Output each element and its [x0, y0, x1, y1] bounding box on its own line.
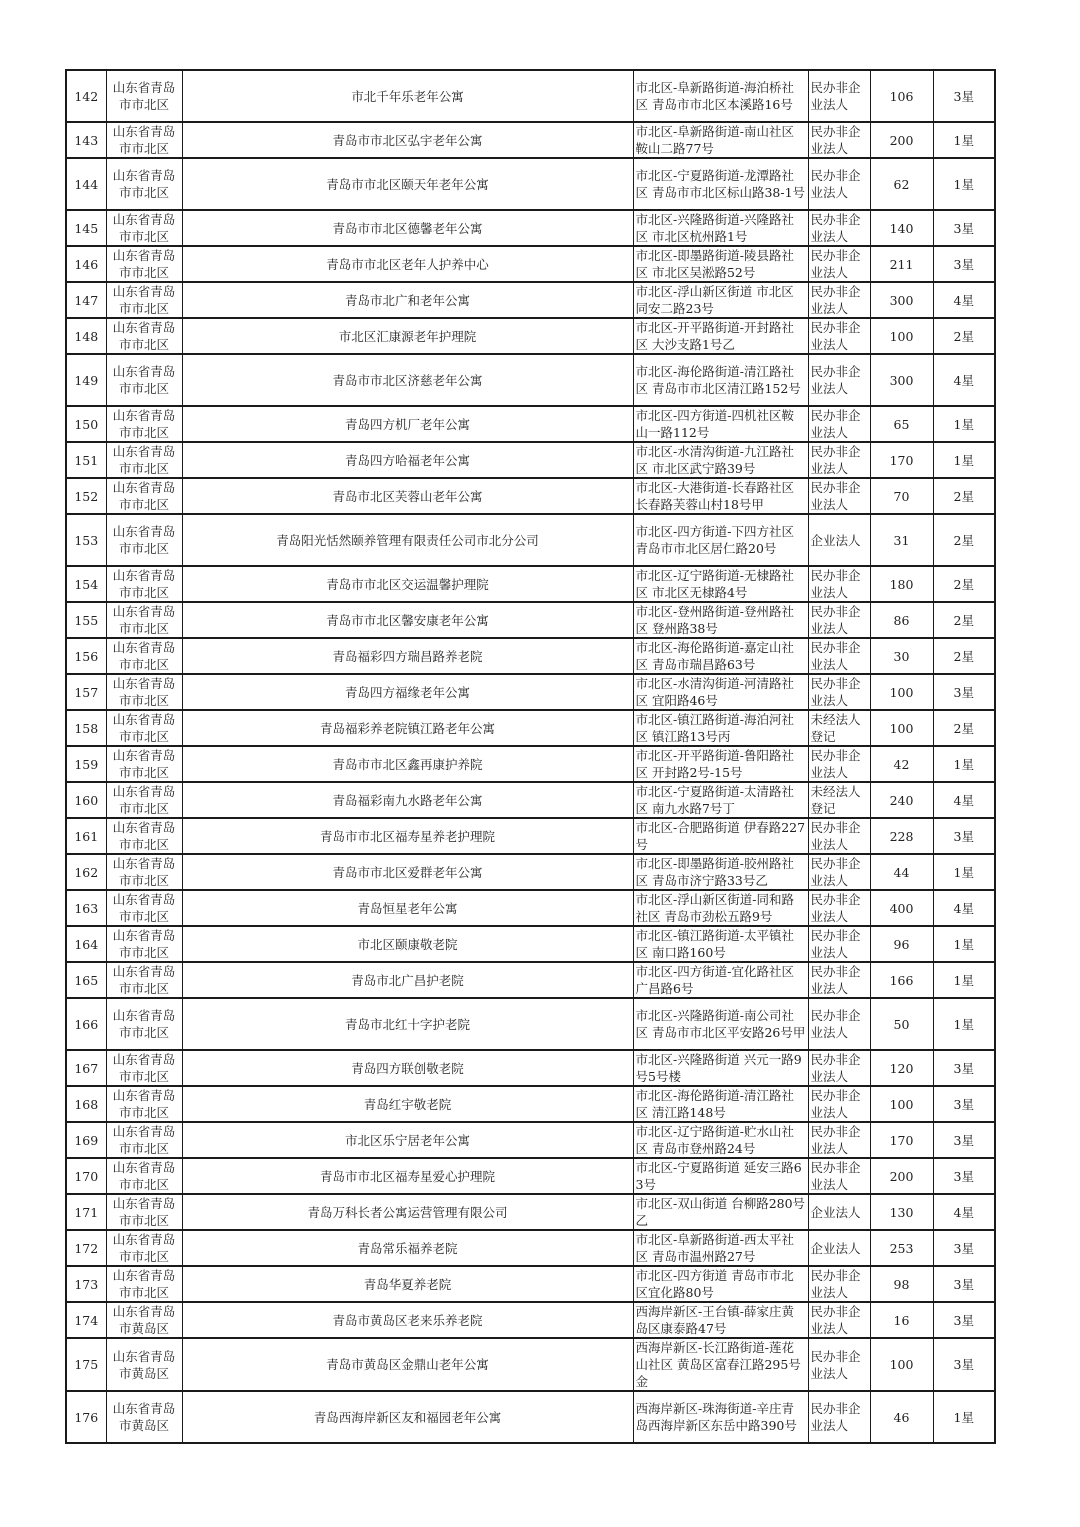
row-number: 142	[66, 70, 106, 122]
star-rating-cell: 1星	[933, 926, 995, 962]
address-cell: 市北区-水清沟街道-九江路社区 市北区武宁路39号	[633, 442, 808, 478]
row-number: 160	[66, 782, 106, 818]
table-row	[66, 1302, 995, 1338]
table-row	[66, 962, 995, 998]
star-rating-cell: 3星	[933, 818, 995, 854]
legal-type-cell: 民办非企业法人	[808, 566, 870, 602]
table-row	[66, 782, 995, 818]
region-cell: 山东省青岛市市北区	[106, 246, 182, 282]
address-cell: 市北区-阜新路街道-南山社区 鞍山二路77号	[633, 122, 808, 158]
star-rating-cell: 2星	[933, 602, 995, 638]
institution-name-cell: 青岛福彩四方瑞昌路养老院	[182, 638, 633, 674]
institution-name-cell: 青岛红宇敬老院	[182, 1086, 633, 1122]
bed-count-cell: 30	[870, 638, 933, 674]
row-number: 176	[66, 1391, 106, 1443]
region-cell: 山东省青岛市市北区	[106, 710, 182, 746]
region-cell: 山东省青岛市市北区	[106, 998, 182, 1050]
institution-name-cell: 青岛市市北区馨安康老年公寓	[182, 602, 633, 638]
table-row	[66, 1338, 995, 1391]
table-row	[66, 674, 995, 710]
table-row	[66, 158, 995, 210]
table-row	[66, 70, 995, 122]
row-number: 173	[66, 1266, 106, 1302]
star-rating-cell: 3星	[933, 1086, 995, 1122]
star-rating-cell: 2星	[933, 566, 995, 602]
address-cell: 市北区-阜新路街道-西太平社区 青岛市温州路27号	[633, 1230, 808, 1266]
legal-type-cell: 民办非企业法人	[808, 1122, 870, 1158]
row-number: 175	[66, 1338, 106, 1391]
star-rating-cell: 2星	[933, 638, 995, 674]
legal-type-cell: 民办非企业法人	[808, 854, 870, 890]
star-rating-cell: 2星	[933, 318, 995, 354]
legal-type-cell: 未经法人登记	[808, 782, 870, 818]
table-row	[66, 354, 995, 406]
institution-name-cell: 市北区汇康源老年护理院	[182, 318, 633, 354]
bed-count-cell: 100	[870, 1086, 933, 1122]
star-rating-cell: 3星	[933, 674, 995, 710]
star-rating-cell: 1星	[933, 1391, 995, 1443]
star-rating-cell: 1星	[933, 442, 995, 478]
address-cell: 市北区-宁夏路街道 延安三路63号	[633, 1158, 808, 1194]
legal-type-cell: 民办非企业法人	[808, 998, 870, 1050]
row-number: 143	[66, 122, 106, 158]
address-cell: 市北区-双山街道 台柳路280号乙	[633, 1194, 808, 1230]
row-number: 172	[66, 1230, 106, 1266]
bed-count-cell: 200	[870, 122, 933, 158]
region-cell: 山东省青岛市市北区	[106, 1086, 182, 1122]
bed-count-cell: 253	[870, 1230, 933, 1266]
institution-name-cell: 青岛市市北区颐天年老年公寓	[182, 158, 633, 210]
address-cell: 市北区-四方街道 青岛市市北区宜化路80号	[633, 1266, 808, 1302]
table-row	[66, 478, 995, 514]
institution-name-cell: 青岛市北红十字护老院	[182, 998, 633, 1050]
region-cell: 山东省青岛市市北区	[106, 926, 182, 962]
legal-type-cell: 民办非企业法人	[808, 1050, 870, 1086]
region-cell: 山东省青岛市市北区	[106, 354, 182, 406]
table-row	[66, 514, 995, 566]
legal-type-cell: 民办非企业法人	[808, 158, 870, 210]
bed-count-cell: 228	[870, 818, 933, 854]
region-cell: 山东省青岛市市北区	[106, 1230, 182, 1266]
address-cell: 市北区-四方街道-宜化路社区 广昌路6号	[633, 962, 808, 998]
bed-count-cell: 62	[870, 158, 933, 210]
address-cell: 市北区-开平路街道-开封路社区 大沙支路1号乙	[633, 318, 808, 354]
address-cell: 市北区-兴隆路街道-南公司社区 青岛市市北区平安路26号甲	[633, 998, 808, 1050]
region-cell: 山东省青岛市市北区	[106, 1266, 182, 1302]
table-row	[66, 998, 995, 1050]
institution-name-cell: 青岛恒星老年公寓	[182, 890, 633, 926]
bed-count-cell: 100	[870, 1338, 933, 1391]
region-cell: 山东省青岛市市北区	[106, 406, 182, 442]
row-number: 174	[66, 1302, 106, 1338]
row-number: 144	[66, 158, 106, 210]
institution-name-cell: 青岛市黄岛区金鼎山老年公寓	[182, 1338, 633, 1391]
region-cell: 山东省青岛市市北区	[106, 1194, 182, 1230]
address-cell: 西海岸新区-王台镇-薛家庄黄岛区康泰路47号	[633, 1302, 808, 1338]
bed-count-cell: 70	[870, 478, 933, 514]
bed-count-cell: 170	[870, 442, 933, 478]
bed-count-cell: 300	[870, 282, 933, 318]
address-cell: 市北区-即墨路街道-胶州路社区 青岛市济宁路33号乙	[633, 854, 808, 890]
address-cell: 市北区-水清沟街道-河清路社区 宜阳路46号	[633, 674, 808, 710]
bed-count-cell: 106	[870, 70, 933, 122]
table-row	[66, 1158, 995, 1194]
table-row	[66, 1391, 995, 1443]
region-cell: 山东省青岛市市北区	[106, 1050, 182, 1086]
region-cell: 山东省青岛市市北区	[106, 122, 182, 158]
legal-type-cell: 民办非企业法人	[808, 70, 870, 122]
table-row	[66, 318, 995, 354]
row-number: 148	[66, 318, 106, 354]
bed-count-cell: 65	[870, 406, 933, 442]
institution-name-cell: 青岛市市北区德馨老年公寓	[182, 210, 633, 246]
legal-type-cell: 民办非企业法人	[808, 1266, 870, 1302]
row-number: 150	[66, 406, 106, 442]
region-cell: 山东省青岛市市北区	[106, 478, 182, 514]
table-row	[66, 246, 995, 282]
address-cell: 市北区-海伦路街道-清江路社区 青岛市市北区清江路152号	[633, 354, 808, 406]
bed-count-cell: 300	[870, 354, 933, 406]
bed-count-cell: 400	[870, 890, 933, 926]
row-number: 151	[66, 442, 106, 478]
row-number: 145	[66, 210, 106, 246]
address-cell: 市北区-大港街道-长春路社区 长春路芙蓉山村18号甲	[633, 478, 808, 514]
region-cell: 山东省青岛市市北区	[106, 442, 182, 478]
bed-count-cell: 140	[870, 210, 933, 246]
institution-name-cell: 青岛市市北区鑫再康护养院	[182, 746, 633, 782]
address-cell: 市北区-辽宁路街道-贮水山社区 青岛市登州路24号	[633, 1122, 808, 1158]
legal-type-cell: 民办非企业法人	[808, 406, 870, 442]
row-number: 168	[66, 1086, 106, 1122]
institution-name-cell: 青岛市北区芙蓉山老年公寓	[182, 478, 633, 514]
star-rating-cell: 2星	[933, 514, 995, 566]
institution-name-cell: 青岛福彩养老院镇江路老年公寓	[182, 710, 633, 746]
table-row	[66, 818, 995, 854]
address-cell: 市北区-兴隆路街道-兴隆路社区 市北区杭州路1号	[633, 210, 808, 246]
bed-count-cell: 31	[870, 514, 933, 566]
institution-name-cell: 青岛万科长者公寓运营管理有限公司	[182, 1194, 633, 1230]
row-number: 171	[66, 1194, 106, 1230]
region-cell: 山东省青岛市市北区	[106, 318, 182, 354]
row-number: 152	[66, 478, 106, 514]
star-rating-cell: 1星	[933, 998, 995, 1050]
row-number: 154	[66, 566, 106, 602]
star-rating-cell: 3星	[933, 1230, 995, 1266]
institution-name-cell: 青岛四方机厂老年公寓	[182, 406, 633, 442]
legal-type-cell: 民办非企业法人	[808, 478, 870, 514]
table-row	[66, 1050, 995, 1086]
row-number: 158	[66, 710, 106, 746]
address-cell: 市北区-浮山新区街道-同和路社区 青岛市劲松五路9号	[633, 890, 808, 926]
star-rating-cell: 3星	[933, 1338, 995, 1391]
institution-name-cell: 青岛常乐福养老院	[182, 1230, 633, 1266]
star-rating-cell: 3星	[933, 246, 995, 282]
bed-count-cell: 100	[870, 318, 933, 354]
table-row	[66, 890, 995, 926]
region-cell: 山东省青岛市市北区	[106, 70, 182, 122]
legal-type-cell: 企业法人	[808, 1194, 870, 1230]
row-number: 162	[66, 854, 106, 890]
row-number: 153	[66, 514, 106, 566]
bed-count-cell: 200	[870, 1158, 933, 1194]
row-number: 164	[66, 926, 106, 962]
address-cell: 西海岸新区-长江路街道-莲花山社区 黄岛区富春江路295号金	[633, 1338, 808, 1391]
address-cell: 市北区-宁夏路街道-龙潭路社区 青岛市市北区标山路38-1号	[633, 158, 808, 210]
star-rating-cell: 1星	[933, 746, 995, 782]
region-cell: 山东省青岛市市北区	[106, 962, 182, 998]
address-cell: 西海岸新区-珠海街道-辛庄青岛西海岸新区东岳中路390号	[633, 1391, 808, 1443]
legal-type-cell: 民办非企业法人	[808, 962, 870, 998]
legal-type-cell: 民办非企业法人	[808, 746, 870, 782]
bed-count-cell: 130	[870, 1194, 933, 1230]
row-number: 157	[66, 674, 106, 710]
star-rating-cell: 4星	[933, 782, 995, 818]
institution-name-cell: 青岛市市北区爱群老年公寓	[182, 854, 633, 890]
row-number: 167	[66, 1050, 106, 1086]
region-cell: 山东省青岛市市北区	[106, 638, 182, 674]
institution-name-cell: 市北区乐宁居老年公寓	[182, 1122, 633, 1158]
star-rating-cell: 4星	[933, 1194, 995, 1230]
address-cell: 市北区-镇江路街道-太平镇社区 南口路160号	[633, 926, 808, 962]
institution-name-cell: 市北区颐康敬老院	[182, 926, 633, 962]
table-row	[66, 710, 995, 746]
institution-name-cell: 青岛华夏养老院	[182, 1266, 633, 1302]
institution-name-cell: 青岛西海岸新区友和福园老年公寓	[182, 1391, 633, 1443]
star-rating-cell: 3星	[933, 1302, 995, 1338]
table-row	[66, 1194, 995, 1230]
region-cell: 山东省青岛市市北区	[106, 746, 182, 782]
address-cell: 市北区-浮山新区街道 市北区同安二路23号	[633, 282, 808, 318]
bed-count-cell: 180	[870, 566, 933, 602]
table-row	[66, 1266, 995, 1302]
table-row	[66, 854, 995, 890]
region-cell: 山东省青岛市黄岛区	[106, 1302, 182, 1338]
address-cell: 市北区-海伦路街道-清江路社区 清江路148号	[633, 1086, 808, 1122]
legal-type-cell: 民办非企业法人	[808, 1338, 870, 1391]
star-rating-cell: 1星	[933, 406, 995, 442]
institution-name-cell: 青岛市黄岛区老来乐养老院	[182, 1302, 633, 1338]
star-rating-cell: 1星	[933, 158, 995, 210]
institution-name-cell: 青岛市北广和老年公寓	[182, 282, 633, 318]
bed-count-cell: 16	[870, 1302, 933, 1338]
region-cell: 山东省青岛市市北区	[106, 566, 182, 602]
institution-name-cell: 青岛市市北区弘宇老年公寓	[182, 122, 633, 158]
bed-count-cell: 42	[870, 746, 933, 782]
table-row	[66, 122, 995, 158]
institution-name-cell: 青岛市市北区济慈老年公寓	[182, 354, 633, 406]
region-cell: 山东省青岛市市北区	[106, 890, 182, 926]
bed-count-cell: 166	[870, 962, 933, 998]
table-row	[66, 602, 995, 638]
bed-count-cell: 86	[870, 602, 933, 638]
table-row	[66, 1230, 995, 1266]
legal-type-cell: 民办非企业法人	[808, 1391, 870, 1443]
legal-type-cell: 民办非企业法人	[808, 1302, 870, 1338]
region-cell: 山东省青岛市市北区	[106, 1158, 182, 1194]
address-cell: 市北区-四方街道-下四方社区 青岛市市北区居仁路20号	[633, 514, 808, 566]
address-cell: 市北区-开平路街道-鲁阳路社区 开封路2号-15号	[633, 746, 808, 782]
legal-type-cell: 企业法人	[808, 1230, 870, 1266]
region-cell: 山东省青岛市市北区	[106, 1122, 182, 1158]
legal-type-cell: 民办非企业法人	[808, 674, 870, 710]
region-cell: 山东省青岛市市北区	[106, 674, 182, 710]
region-cell: 山东省青岛市市北区	[106, 602, 182, 638]
row-number: 156	[66, 638, 106, 674]
star-rating-cell: 3星	[933, 70, 995, 122]
row-number: 166	[66, 998, 106, 1050]
row-number: 169	[66, 1122, 106, 1158]
institution-name-cell: 青岛市市北区老年人护养中心	[182, 246, 633, 282]
star-rating-cell: 2星	[933, 710, 995, 746]
legal-type-cell: 民办非企业法人	[808, 122, 870, 158]
legal-type-cell: 未经法人登记	[808, 710, 870, 746]
row-number: 165	[66, 962, 106, 998]
region-cell: 山东省青岛市市北区	[106, 782, 182, 818]
star-rating-cell: 3星	[933, 1122, 995, 1158]
legal-type-cell: 企业法人	[808, 514, 870, 566]
address-cell: 市北区-合肥路街道 伊春路227号	[633, 818, 808, 854]
bed-count-cell: 46	[870, 1391, 933, 1443]
star-rating-cell: 4星	[933, 282, 995, 318]
table-row	[66, 442, 995, 478]
star-rating-cell: 3星	[933, 1158, 995, 1194]
address-cell: 市北区-镇江路街道-海泊河社区 镇江路13号丙	[633, 710, 808, 746]
institution-name-cell: 青岛市北广昌护老院	[182, 962, 633, 998]
table-row	[66, 210, 995, 246]
region-cell: 山东省青岛市市北区	[106, 854, 182, 890]
address-cell: 市北区-即墨路街道-陵县路社区 市北区吴淞路52号	[633, 246, 808, 282]
row-number: 159	[66, 746, 106, 782]
address-cell: 市北区-辽宁路街道-无棣路社区 市北区无棣路4号	[633, 566, 808, 602]
row-number: 146	[66, 246, 106, 282]
region-cell: 山东省青岛市市北区	[106, 282, 182, 318]
star-rating-cell: 3星	[933, 1266, 995, 1302]
table-row	[66, 926, 995, 962]
row-number: 149	[66, 354, 106, 406]
table-body	[66, 70, 995, 1443]
bed-count-cell: 44	[870, 854, 933, 890]
legal-type-cell: 民办非企业法人	[808, 602, 870, 638]
region-cell: 山东省青岛市市北区	[106, 514, 182, 566]
legal-type-cell: 民办非企业法人	[808, 246, 870, 282]
region-cell: 山东省青岛市黄岛区	[106, 1338, 182, 1391]
bed-count-cell: 211	[870, 246, 933, 282]
legal-type-cell: 民办非企业法人	[808, 638, 870, 674]
institution-name-cell: 青岛四方哈福老年公寓	[182, 442, 633, 478]
institution-name-cell: 市北千年乐老年公寓	[182, 70, 633, 122]
legal-type-cell: 民办非企业法人	[808, 926, 870, 962]
region-cell: 山东省青岛市市北区	[106, 818, 182, 854]
star-rating-cell: 3星	[933, 210, 995, 246]
legal-type-cell: 民办非企业法人	[808, 442, 870, 478]
institution-name-cell: 青岛市市北区福寿星爱心护理院	[182, 1158, 633, 1194]
bed-count-cell: 50	[870, 998, 933, 1050]
region-cell: 山东省青岛市市北区	[106, 210, 182, 246]
institution-name-cell: 青岛阳光恬然颐养管理有限责任公司市北分公司	[182, 514, 633, 566]
row-number: 155	[66, 602, 106, 638]
star-rating-cell: 3星	[933, 1050, 995, 1086]
legal-type-cell: 民办非企业法人	[808, 818, 870, 854]
star-rating-cell: 4星	[933, 890, 995, 926]
institution-name-cell: 青岛福彩南九水路老年公寓	[182, 782, 633, 818]
table-row	[66, 282, 995, 318]
table-row	[66, 638, 995, 674]
table-row	[66, 746, 995, 782]
address-cell: 市北区-阜新路街道-海泊桥社区 青岛市市北区本溪路16号	[633, 70, 808, 122]
institution-name-cell: 青岛四方联创敬老院	[182, 1050, 633, 1086]
institution-name-cell: 青岛市市北区交运温馨护理院	[182, 566, 633, 602]
star-rating-cell: 1星	[933, 854, 995, 890]
bed-count-cell: 120	[870, 1050, 933, 1086]
legal-type-cell: 民办非企业法人	[808, 890, 870, 926]
bed-count-cell: 100	[870, 674, 933, 710]
address-cell: 市北区-兴隆路街道 兴元一路9号5号楼	[633, 1050, 808, 1086]
bed-count-cell: 98	[870, 1266, 933, 1302]
legal-type-cell: 民办非企业法人	[808, 282, 870, 318]
table-row	[66, 1086, 995, 1122]
legal-type-cell: 民办非企业法人	[808, 1158, 870, 1194]
address-cell: 市北区-四方街道-四机社区鞍山一路112号	[633, 406, 808, 442]
institution-name-cell: 青岛四方福缘老年公寓	[182, 674, 633, 710]
table-row	[66, 406, 995, 442]
legal-type-cell: 民办非企业法人	[808, 354, 870, 406]
region-cell: 山东省青岛市黄岛区	[106, 1391, 182, 1443]
bed-count-cell: 96	[870, 926, 933, 962]
row-number: 147	[66, 282, 106, 318]
row-number: 170	[66, 1158, 106, 1194]
row-number: 163	[66, 890, 106, 926]
bed-count-cell: 170	[870, 1122, 933, 1158]
bed-count-cell: 100	[870, 710, 933, 746]
institution-name-cell: 青岛市市北区福寿星养老护理院	[182, 818, 633, 854]
legal-type-cell: 民办非企业法人	[808, 318, 870, 354]
address-cell: 市北区-海伦路街道-嘉定山社区 青岛市瑞昌路63号	[633, 638, 808, 674]
row-number: 161	[66, 818, 106, 854]
address-cell: 市北区-宁夏路街道-太清路社区 南九水路7号丁	[633, 782, 808, 818]
bed-count-cell: 240	[870, 782, 933, 818]
region-cell: 山东省青岛市市北区	[106, 158, 182, 210]
star-rating-cell: 1星	[933, 122, 995, 158]
legal-type-cell: 民办非企业法人	[808, 1086, 870, 1122]
star-rating-cell: 1星	[933, 962, 995, 998]
elderly-care-institution-table	[65, 69, 996, 1444]
legal-type-cell: 民办非企业法人	[808, 210, 870, 246]
star-rating-cell: 2星	[933, 478, 995, 514]
star-rating-cell: 4星	[933, 354, 995, 406]
table-row	[66, 566, 995, 602]
address-cell: 市北区-登州路街道-登州路社区 登州路38号	[633, 602, 808, 638]
table-row	[66, 1122, 995, 1158]
